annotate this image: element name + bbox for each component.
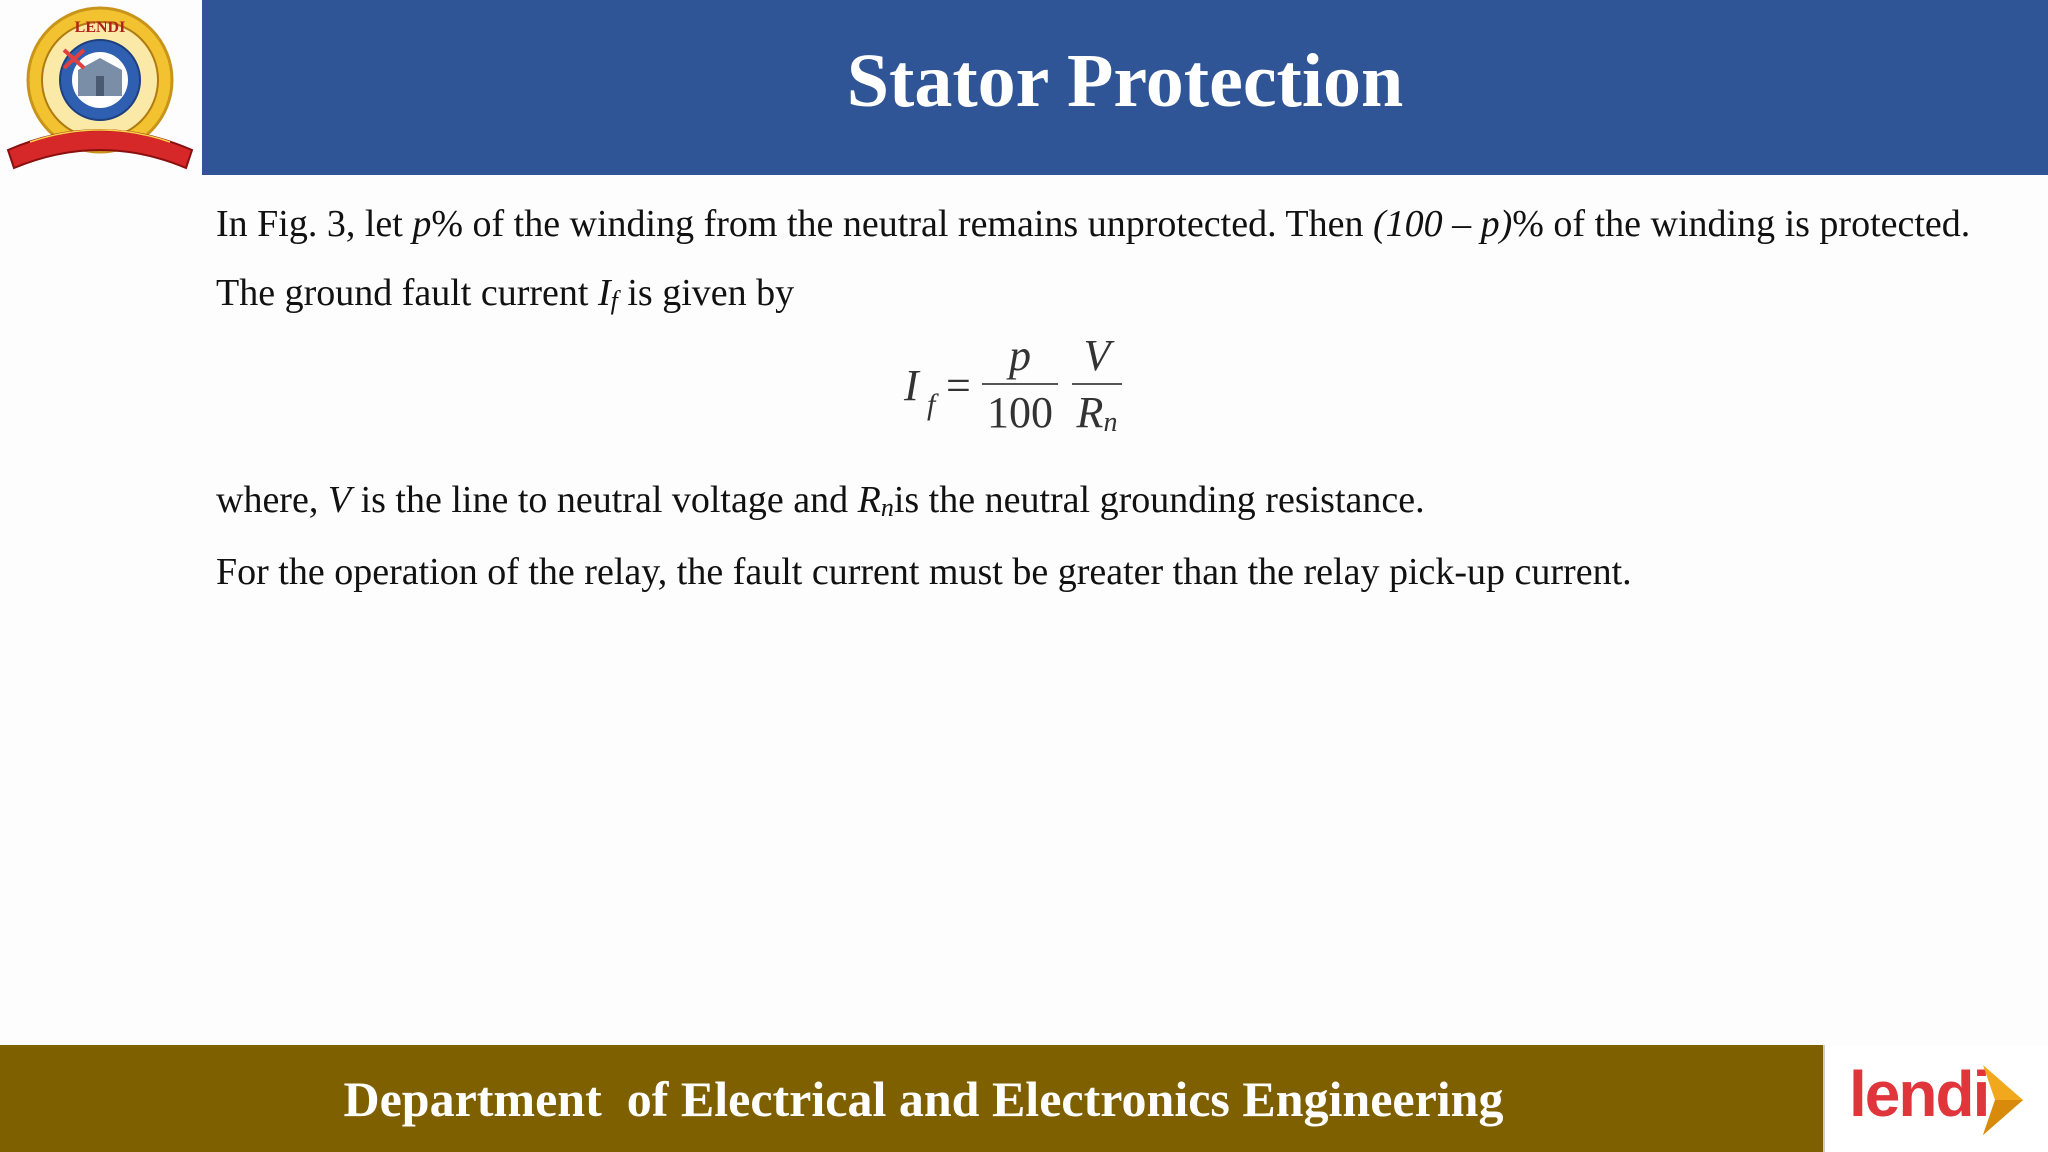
variable-r: R xyxy=(857,479,881,521)
slide-header xyxy=(202,0,2048,175)
fraction-bar xyxy=(1072,383,1122,385)
expression-100-minus-p: (100 – p) xyxy=(1372,203,1513,245)
text-run: In Fig. 3, let xyxy=(216,203,413,245)
fraction-v-over-rn xyxy=(1072,330,1122,438)
brand-wordmark: lendi xyxy=(1849,1058,1989,1130)
fraction-numerator: p xyxy=(1009,331,1031,380)
text-run: is given by xyxy=(617,272,795,314)
subscript-f: f xyxy=(610,286,618,315)
text-run: % of the winding is protected. The ground fault current xyxy=(216,203,1971,314)
institute-seal-icon xyxy=(0,0,202,175)
arrow-icon xyxy=(1975,1055,2035,1145)
subscript-n: n xyxy=(1103,407,1118,438)
fault-current-formula xyxy=(900,330,1140,460)
svg-text:LENDI: LENDI xyxy=(74,19,126,36)
paragraph-intro xyxy=(216,190,2006,331)
fraction-bar xyxy=(982,383,1058,385)
formula-equals: = xyxy=(946,361,971,410)
slide-body xyxy=(216,190,2006,331)
fraction-denominator: 100 xyxy=(987,388,1053,437)
text-run: % of the winding from the neutral remains unprotected. Then xyxy=(431,203,1373,245)
fraction-denominator xyxy=(1072,387,1122,438)
variable-v: V xyxy=(327,479,352,521)
institute-logo xyxy=(0,0,202,175)
text-run: where, xyxy=(216,479,328,521)
paragraph-relay: For the operation of the relay, the fault current must be greater than the relay pick-up current. xyxy=(216,551,1632,593)
fraction-numerator: V xyxy=(1083,331,1111,380)
slide-footer xyxy=(0,1045,1823,1152)
variable-p: p xyxy=(412,203,432,245)
slide-body-lower xyxy=(216,466,2006,607)
text-run: is the line to neutral voltage and xyxy=(351,479,858,521)
paragraph-where xyxy=(216,466,2006,538)
variable-r: R xyxy=(1076,388,1104,437)
formula-lhs-subscript: f xyxy=(927,388,936,421)
brand-logo xyxy=(1823,1045,2048,1152)
text-run: is the neutral grounding resistance. xyxy=(893,479,1425,521)
formula-lhs: I xyxy=(904,361,919,410)
subscript-n: n xyxy=(880,493,894,522)
slide-title: Stator Protection xyxy=(846,39,1404,123)
department-name: Department of Electrical and Electronics Engineering xyxy=(343,1070,1504,1127)
fraction-p-over-100 xyxy=(982,330,1058,438)
variable-i: I xyxy=(597,272,611,314)
